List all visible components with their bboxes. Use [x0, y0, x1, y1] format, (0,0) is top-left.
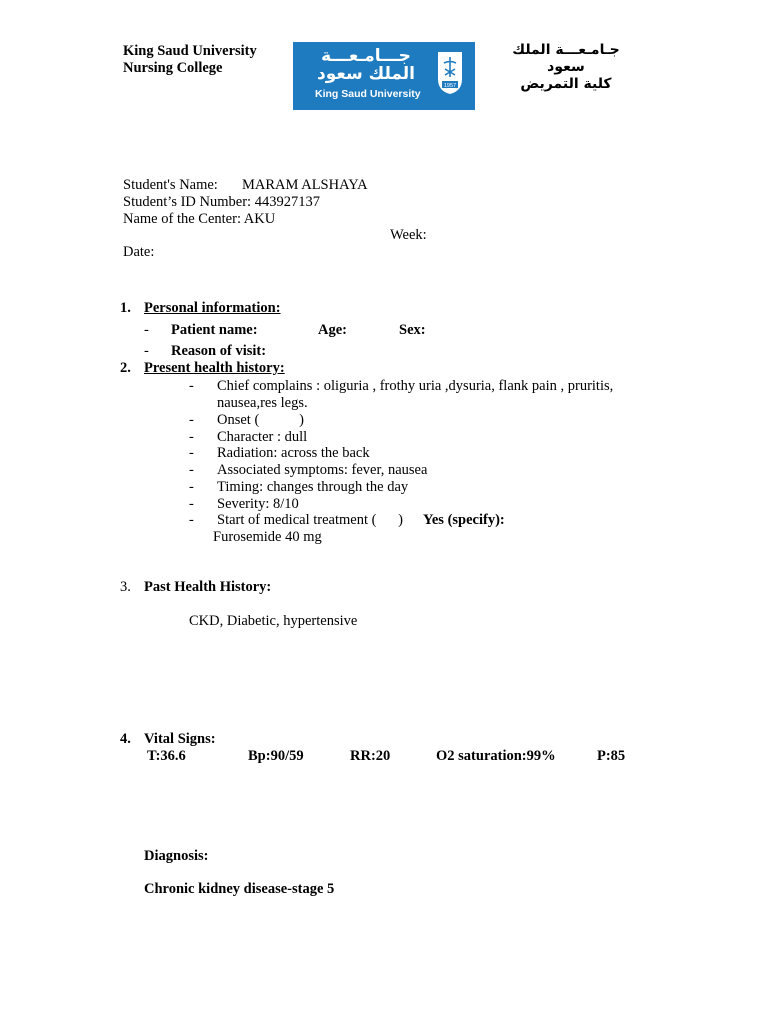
- bullet-dash: -: [144, 322, 149, 338]
- bullet-dash: -: [189, 462, 194, 478]
- diagnosis-value: Chronic kidney disease-stage 5: [144, 881, 335, 897]
- student-id: Student’s ID Number: 443927137: [123, 194, 320, 210]
- vital-temperature: T:36.6: [147, 748, 186, 764]
- vital-pulse: P:85: [597, 748, 626, 764]
- hpi-item: Start of medical treatment ( ): [217, 512, 404, 528]
- section-3-title: Past Health History:: [144, 579, 272, 595]
- week-label: Week:: [390, 227, 427, 243]
- logo-year: 1957: [443, 83, 457, 89]
- hpi-item-continued: nausea,res legs.: [217, 395, 308, 411]
- bullet-dash: -: [189, 496, 194, 512]
- section-1-title: Personal information:: [144, 300, 281, 316]
- hpi-item: Onset ( ): [217, 412, 304, 428]
- hpi-item: Associated symptoms: fever, nausea: [217, 462, 428, 478]
- bullet-dash: -: [189, 445, 194, 461]
- vital-o2-saturation: O2 saturation:99%: [436, 748, 556, 764]
- center-name: Name of the Center: AKU: [123, 211, 276, 227]
- date-label: Date:: [123, 244, 155, 260]
- hpi-item: Severity: 8/10: [217, 496, 299, 512]
- diagnosis-label: Diagnosis:: [144, 848, 209, 864]
- hpi-item: Radiation: across the back: [217, 445, 370, 461]
- university-name-en: King Saud University: [123, 43, 257, 59]
- bullet-dash: -: [189, 479, 194, 495]
- college-name-en: Nursing College: [123, 60, 223, 76]
- section-2-number: 2.: [120, 360, 131, 376]
- medication-value: Furosemide 40 mg: [213, 529, 322, 545]
- university-logo: [293, 42, 475, 110]
- reason-label: Reason of visit:: [171, 343, 267, 359]
- bullet-dash: -: [189, 378, 194, 394]
- hpi-item: Chief complains : oliguria , frothy uria ,dysuria, flank pain , pruritis,: [217, 378, 614, 394]
- section-4-title: Vital Signs:: [144, 731, 216, 747]
- hpi-item: Timing: changes through the day: [217, 479, 409, 495]
- university-name-ar: جـامـعـــة الملك: [512, 42, 620, 58]
- section-4-number: 4.: [120, 731, 131, 747]
- bullet-dash: -: [144, 343, 149, 359]
- patient-name-label: Patient name:: [171, 322, 258, 338]
- vital-blood-pressure: Bp:90/59: [248, 748, 304, 764]
- bullet-dash: -: [189, 429, 194, 445]
- logo-arabic-text: جـــامـعـــة الملك سعود: [317, 46, 415, 84]
- student-name-value: MARAM ALSHAYA: [242, 177, 368, 193]
- age-label: Age:: [318, 322, 347, 338]
- section-3-number: 3.: [120, 579, 131, 595]
- hpi-item: Character : dull: [217, 429, 308, 445]
- section-2-title: Present health history:: [144, 360, 285, 376]
- past-history-value: CKD, Diabetic, hypertensive: [189, 613, 358, 629]
- bullet-dash: -: [189, 512, 194, 528]
- shield-icon: [437, 51, 463, 95]
- university-name-ar-2: سعود: [547, 59, 585, 75]
- sex-label: Sex:: [399, 322, 426, 338]
- yes-specify-label: Yes (specify):: [423, 512, 505, 528]
- section-1-number: 1.: [120, 300, 131, 316]
- vital-respiratory-rate: RR:20: [350, 748, 391, 764]
- bullet-dash: -: [189, 412, 194, 428]
- college-name-ar: كلية التمريض: [520, 76, 612, 92]
- logo-english-text: King Saud University: [315, 88, 421, 100]
- student-name-label: Student's Name:: [123, 177, 218, 193]
